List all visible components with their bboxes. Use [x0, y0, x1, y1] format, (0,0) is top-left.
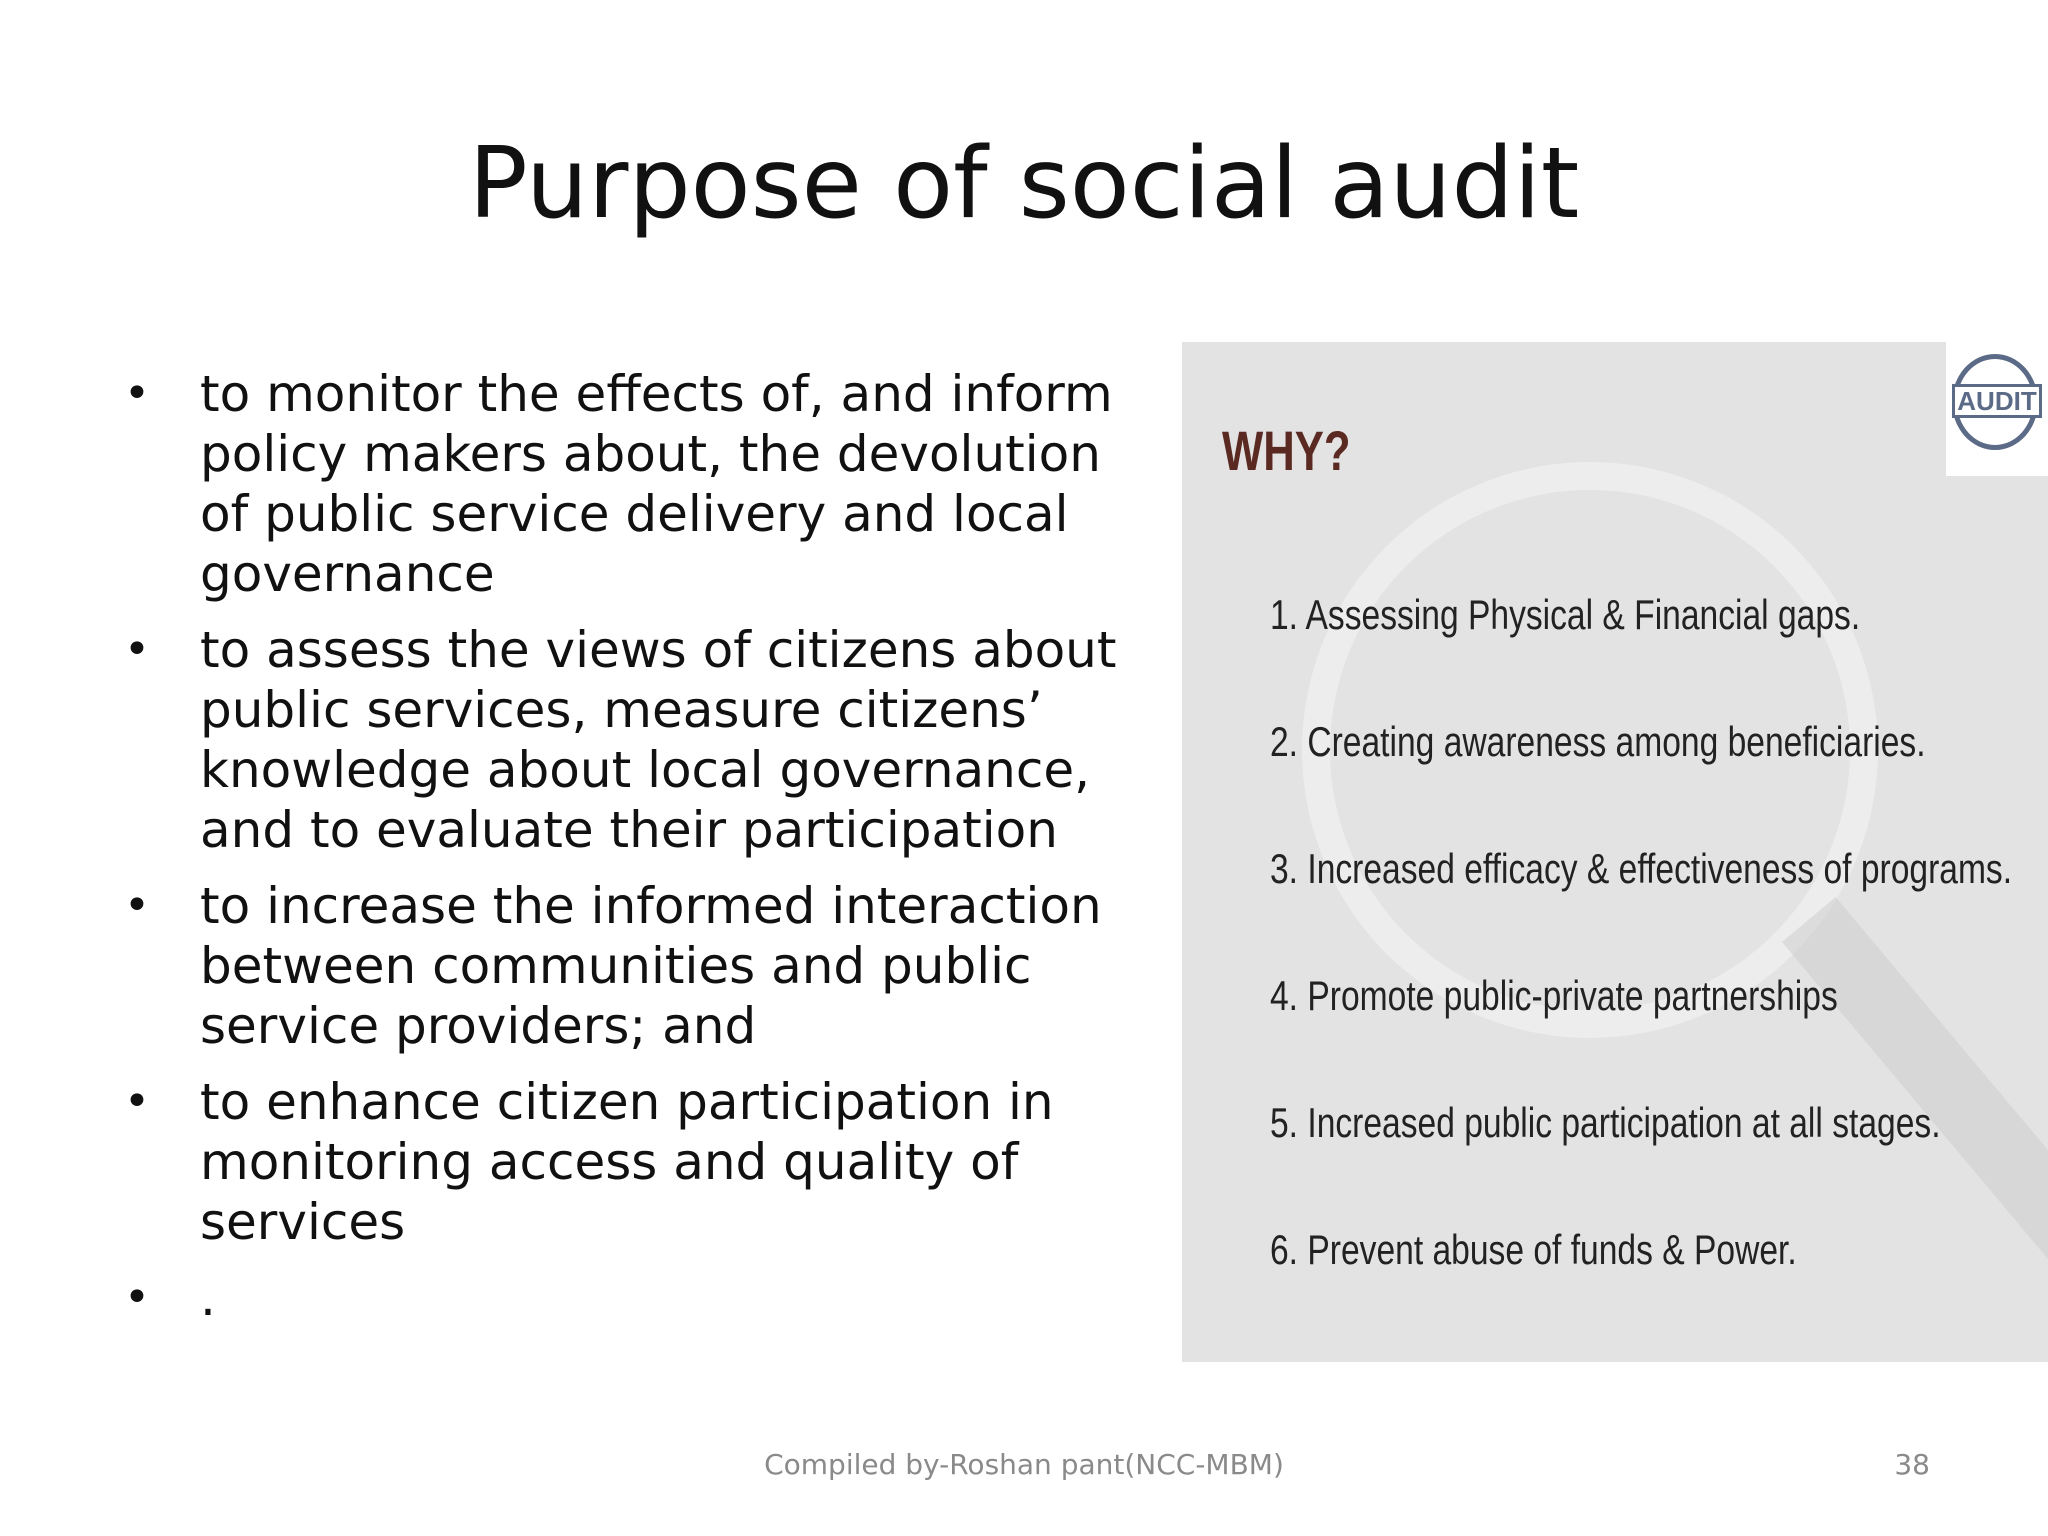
- bullet-text: to increase the informed interaction between communities and public service providers; and: [200, 877, 1102, 1055]
- audit-stamp-label: AUDIT: [1952, 384, 2042, 418]
- why-list-item: 5. Increased public participation at all stages.: [1270, 1099, 1941, 1146]
- bullet-item: [118, 1072, 1158, 1252]
- why-list-item: 6. Prevent abuse of funds & Power.: [1270, 1226, 1797, 1273]
- bullet-list: [118, 364, 1158, 1344]
- bullet-item: [118, 876, 1158, 1056]
- why-list-item: 2. Creating awareness among beneficiaries.: [1270, 718, 1926, 765]
- footer-credit: Compiled by-Roshan pant(NCC-MBM): [764, 1448, 1284, 1481]
- bullet-text: to enhance citizen participation in monitoring access and quality of services: [200, 1073, 1054, 1251]
- bullet-text: to assess the views of citizens about public services, measure citizens’ knowledge about local governance, and to evaluate their participation: [200, 621, 1117, 859]
- audit-stamp-icon: [1946, 340, 2048, 476]
- bullet-marker: •: [124, 1272, 150, 1323]
- why-list-item: 3. Increased efficacy & effectiveness of programs.: [1270, 845, 2013, 892]
- why-list-item: 4. Promote public-private partnerships: [1270, 972, 1838, 1019]
- bullet-marker: •: [124, 624, 150, 675]
- why-image-panel: [1182, 342, 2048, 1362]
- bullet-marker: •: [124, 1076, 150, 1127]
- why-heading: WHY?: [1222, 419, 1351, 482]
- why-list: [1270, 590, 2048, 1352]
- bullet-marker: •: [124, 368, 150, 419]
- slide-title: Purpose of social audit: [468, 127, 1580, 241]
- why-list-item: 1. Assessing Physical & Financial gaps.: [1270, 591, 1861, 638]
- bullet-item: [118, 1268, 1158, 1328]
- bullet-text: to monitor the effects of, and inform policy makers about, the devolution of public service delivery and local governance: [200, 365, 1113, 603]
- bullet-item: [118, 620, 1158, 860]
- page-number: 38: [1894, 1448, 1930, 1481]
- bullet-marker: •: [124, 880, 150, 931]
- bullet-item: [118, 364, 1158, 604]
- bullet-text: .: [200, 1269, 216, 1327]
